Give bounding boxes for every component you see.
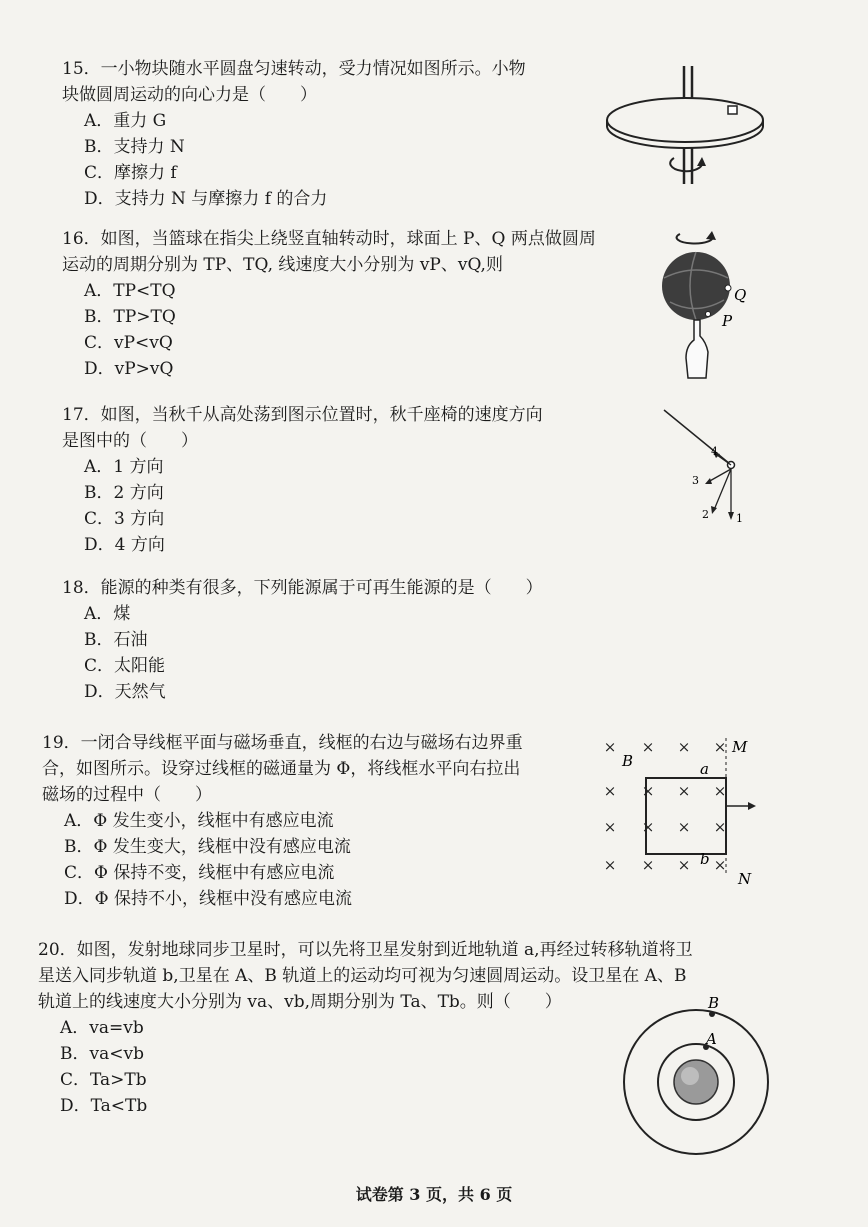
option-c[interactable]: C．摩擦力 f — [84, 163, 177, 183]
spinning-basketball-figure — [650, 222, 760, 382]
option-c[interactable]: C．Ta>Tb — [60, 1070, 147, 1090]
direction-3-label: 3 — [692, 474, 699, 487]
svg-text:×: × — [603, 856, 617, 874]
option-b[interactable]: B．2 方向 — [84, 483, 164, 503]
option-b[interactable]: B．va<vb — [60, 1044, 144, 1064]
svg-text:×: × — [677, 856, 691, 874]
svg-text:×: × — [713, 818, 727, 836]
question-stem: 20．如图，发射地球同步卫星时，可以先将卫星发射到近地轨道 a,再经过转移轨道将卫 — [38, 940, 693, 960]
point-a-label: a — [700, 760, 709, 778]
field-b-label: B — [622, 752, 634, 770]
question-stem: 轨道上的线速度大小分别为 va、vb,周期分别为 Ta、Tb。则（ ） — [38, 992, 562, 1012]
option-c[interactable]: C．Φ 保持不变，线框中有感应电流 — [64, 863, 335, 883]
svg-text:×: × — [603, 782, 617, 800]
option-a[interactable]: A．重力 G — [84, 111, 167, 131]
question-18 — [62, 575, 543, 705]
option-d[interactable]: D．vP>vQ — [84, 359, 174, 379]
option-a[interactable]: A．煤 — [84, 604, 131, 624]
orbit-a-label: A — [706, 1030, 717, 1048]
question-19 — [42, 730, 523, 912]
question-stem: 19．一闭合导线框平面与磁场垂直，线框的右边与磁场右边界重 — [42, 733, 523, 753]
option-d[interactable]: D．Φ 保持不小，线框中没有感应电流 — [64, 889, 352, 909]
option-a[interactable]: A．1 方向 — [84, 457, 164, 477]
orbit-b-label: B — [708, 994, 720, 1012]
option-a[interactable]: A．va=vb — [60, 1018, 144, 1038]
svg-text:×: × — [677, 782, 691, 800]
question-stem: 星送入同步轨道 b,卫星在 A、B 轨道上的运动均可视为匀速圆周运动。设卫星在 A、B — [38, 966, 687, 986]
option-b[interactable]: B．TP>TQ — [84, 307, 176, 327]
svg-text:×: × — [713, 782, 727, 800]
svg-text:×: × — [713, 856, 727, 874]
option-a[interactable]: A．TP<TQ — [84, 281, 176, 301]
page-footer: 试卷第 3 页，共 6 页 — [355, 1185, 513, 1204]
question-20 — [38, 937, 693, 1119]
svg-text:×: × — [713, 738, 727, 756]
satellite-orbit-figure — [620, 990, 780, 1160]
rotating-disk-figure — [600, 62, 770, 192]
svg-text:×: × — [641, 782, 655, 800]
question-stem: 运动的周期分别为 TP、TQ, 线速度大小分别为 vP、vQ,则 — [62, 255, 503, 275]
option-b[interactable]: B．石油 — [84, 630, 148, 650]
magnetic-field-figure — [596, 730, 766, 890]
option-c[interactable]: C．vP<vQ — [84, 333, 173, 353]
boundary-n-label: N — [738, 870, 752, 888]
option-b[interactable]: B．Φ 发生变大，线框中没有感应电流 — [64, 837, 351, 857]
question-stem: 16．如图，当篮球在指尖上绕竖直轴转动时，球面上 P、Q 两点做圆周 — [62, 229, 596, 249]
question-15 — [62, 56, 526, 212]
option-d[interactable]: D．天然气 — [84, 682, 166, 702]
question-stem: 合，如图所示。设穿过线框的磁通量为 Φ，将线框水平向右拉出 — [42, 759, 521, 779]
question-stem: 是图中的（ ） — [62, 431, 198, 451]
point-b-label: b — [700, 850, 710, 868]
question-stem: 15．一小物块随水平圆盘匀速转动，受力情况如图所示。小物 — [62, 59, 526, 79]
direction-1-label: 1 — [736, 512, 743, 525]
direction-2-label: 2 — [702, 508, 709, 521]
point-q-label: Q — [734, 286, 747, 304]
option-d[interactable]: D．支持力 N 与摩擦力 f 的合力 — [84, 189, 328, 209]
question-17 — [62, 402, 543, 558]
svg-text:×: × — [641, 738, 655, 756]
direction-4-label: 4 — [711, 445, 718, 458]
option-a[interactable]: A．Φ 发生变小，线框中有感应电流 — [64, 811, 334, 831]
svg-text:×: × — [677, 818, 691, 836]
boundary-m-label: M — [732, 738, 748, 756]
option-d[interactable]: D．4 方向 — [84, 535, 165, 555]
question-16 — [62, 226, 596, 382]
swing-direction-figure — [660, 400, 760, 530]
option-c[interactable]: C．3 方向 — [84, 509, 165, 529]
question-stem: 磁场的过程中（ ） — [42, 785, 212, 805]
option-c[interactable]: C．太阳能 — [84, 656, 166, 676]
svg-text:×: × — [603, 738, 617, 756]
question-stem: 块做圆周运动的向心力是（ ） — [62, 85, 317, 105]
option-b[interactable]: B．支持力 N — [84, 137, 185, 157]
question-stem: 17．如图，当秋千从高处荡到图示位置时，秋千座椅的速度方向 — [62, 405, 543, 425]
option-d[interactable]: D．Ta<Tb — [60, 1096, 148, 1116]
question-stem: 18．能源的种类有很多，下列能源属于可再生能源的是（ ） — [62, 578, 543, 598]
svg-text:×: × — [641, 856, 655, 874]
svg-text:×: × — [677, 738, 691, 756]
svg-text:×: × — [641, 818, 655, 836]
svg-text:×: × — [603, 818, 617, 836]
point-p-label: P — [722, 312, 733, 330]
